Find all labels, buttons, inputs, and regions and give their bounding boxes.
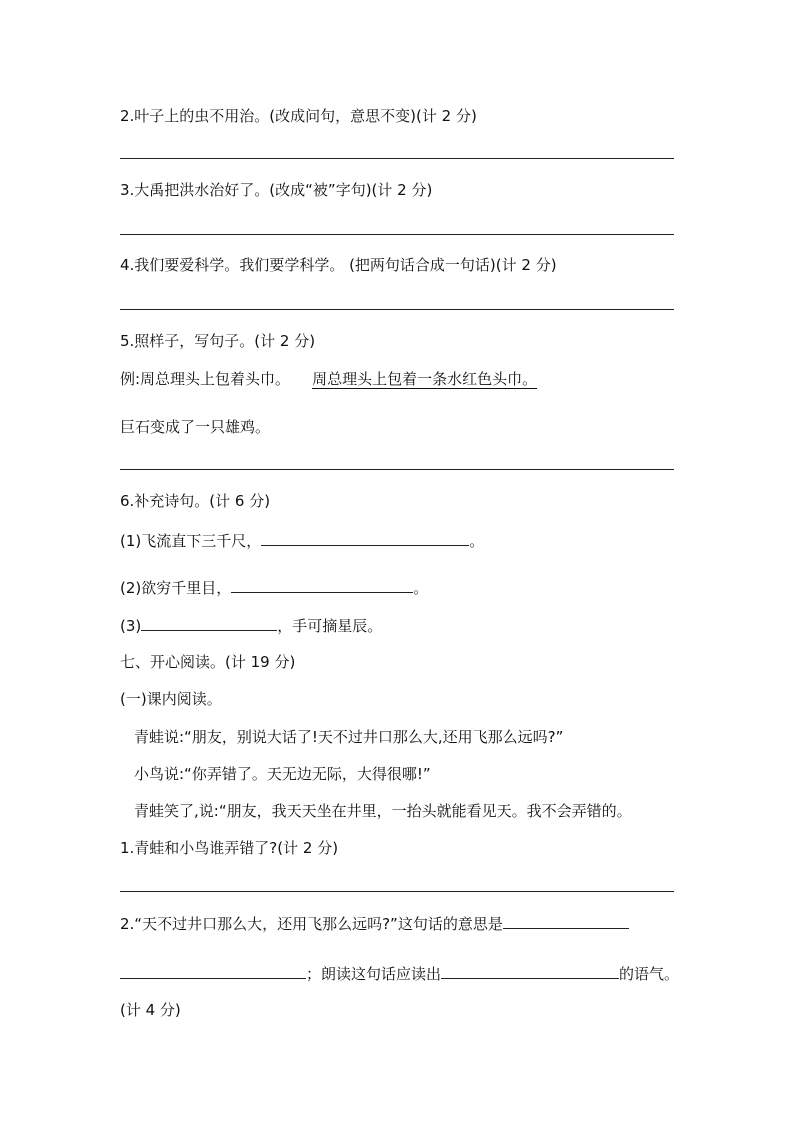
question-4: 4.我们要爱科学。我们要学科学。 (把两句话合成一句话)(计 2 分) [120, 256, 557, 274]
question-2: 2.叶子上的虫不用治。(改成问句，意思不变)(计 2 分) [120, 107, 477, 125]
answer-line-q5 [120, 469, 674, 470]
q5-prompt: 巨石变成了一只雄鸡。 [120, 418, 271, 436]
poem-blank-3[interactable] [141, 614, 277, 631]
reading-question-2-score: (计 4 分) [120, 1001, 181, 1019]
passage-para-3: 青蛙笑了,说:“朋友，我天天坐在井里，一抬头就能看见天。我不会弄错的。 [134, 802, 632, 820]
question-5: 5.照样子，写句子。(计 2 分) [120, 332, 316, 350]
reading-question-1: 1.青蛙和小鸟谁弄错了?(计 2 分) [120, 839, 339, 857]
reading-question-2: 2.“天不过井口那么大，还用飞那么远吗?”这句话的意思是 [120, 912, 629, 934]
section-7-sub1: (一)课内阅读。 [120, 690, 222, 708]
question-3: 3.大禹把洪水治好了。(改成“被”字句)(计 2 分) [120, 181, 433, 199]
passage-para-1: 青蛙说:“朋友，别说大话了!天不过井口那么大,还用飞那么远吗?” [134, 728, 564, 746]
poem-item-3: (3) ，手可摘星辰。 [120, 614, 382, 636]
answer-line-q4 [120, 309, 674, 310]
answer-line-q2 [120, 158, 674, 159]
poem-item-1: (1)飞流直下三千尺， 。 [120, 529, 484, 551]
question-6: 6.补充诗句。(计 6 分) [120, 492, 271, 510]
poem-blank-2[interactable] [231, 576, 413, 593]
passage-para-2: 小鸟说:“你弄错了。天无边无际，大得很哪!” [134, 765, 431, 783]
r2-blank-2[interactable] [120, 962, 306, 979]
answer-line-q3 [120, 234, 674, 235]
section-7-title: 七、开心阅读。(计 19 分) [120, 653, 296, 671]
reading-question-2-cont: ；朗读这句话应读出 的语气。 [120, 962, 679, 984]
example-label: 例:周总理头上包着头巾。 [120, 370, 291, 388]
answer-line-r1 [120, 891, 674, 892]
r2-blank-1[interactable] [503, 912, 629, 929]
example-sentence [120, 369, 537, 389]
example-answer: 周总理头上包着一条水红色头巾。 [312, 370, 538, 388]
r2-blank-3[interactable] [441, 962, 619, 979]
poem-item-2: (2)欲穷千里目， 。 [120, 576, 428, 598]
poem-blank-1[interactable] [261, 529, 469, 546]
